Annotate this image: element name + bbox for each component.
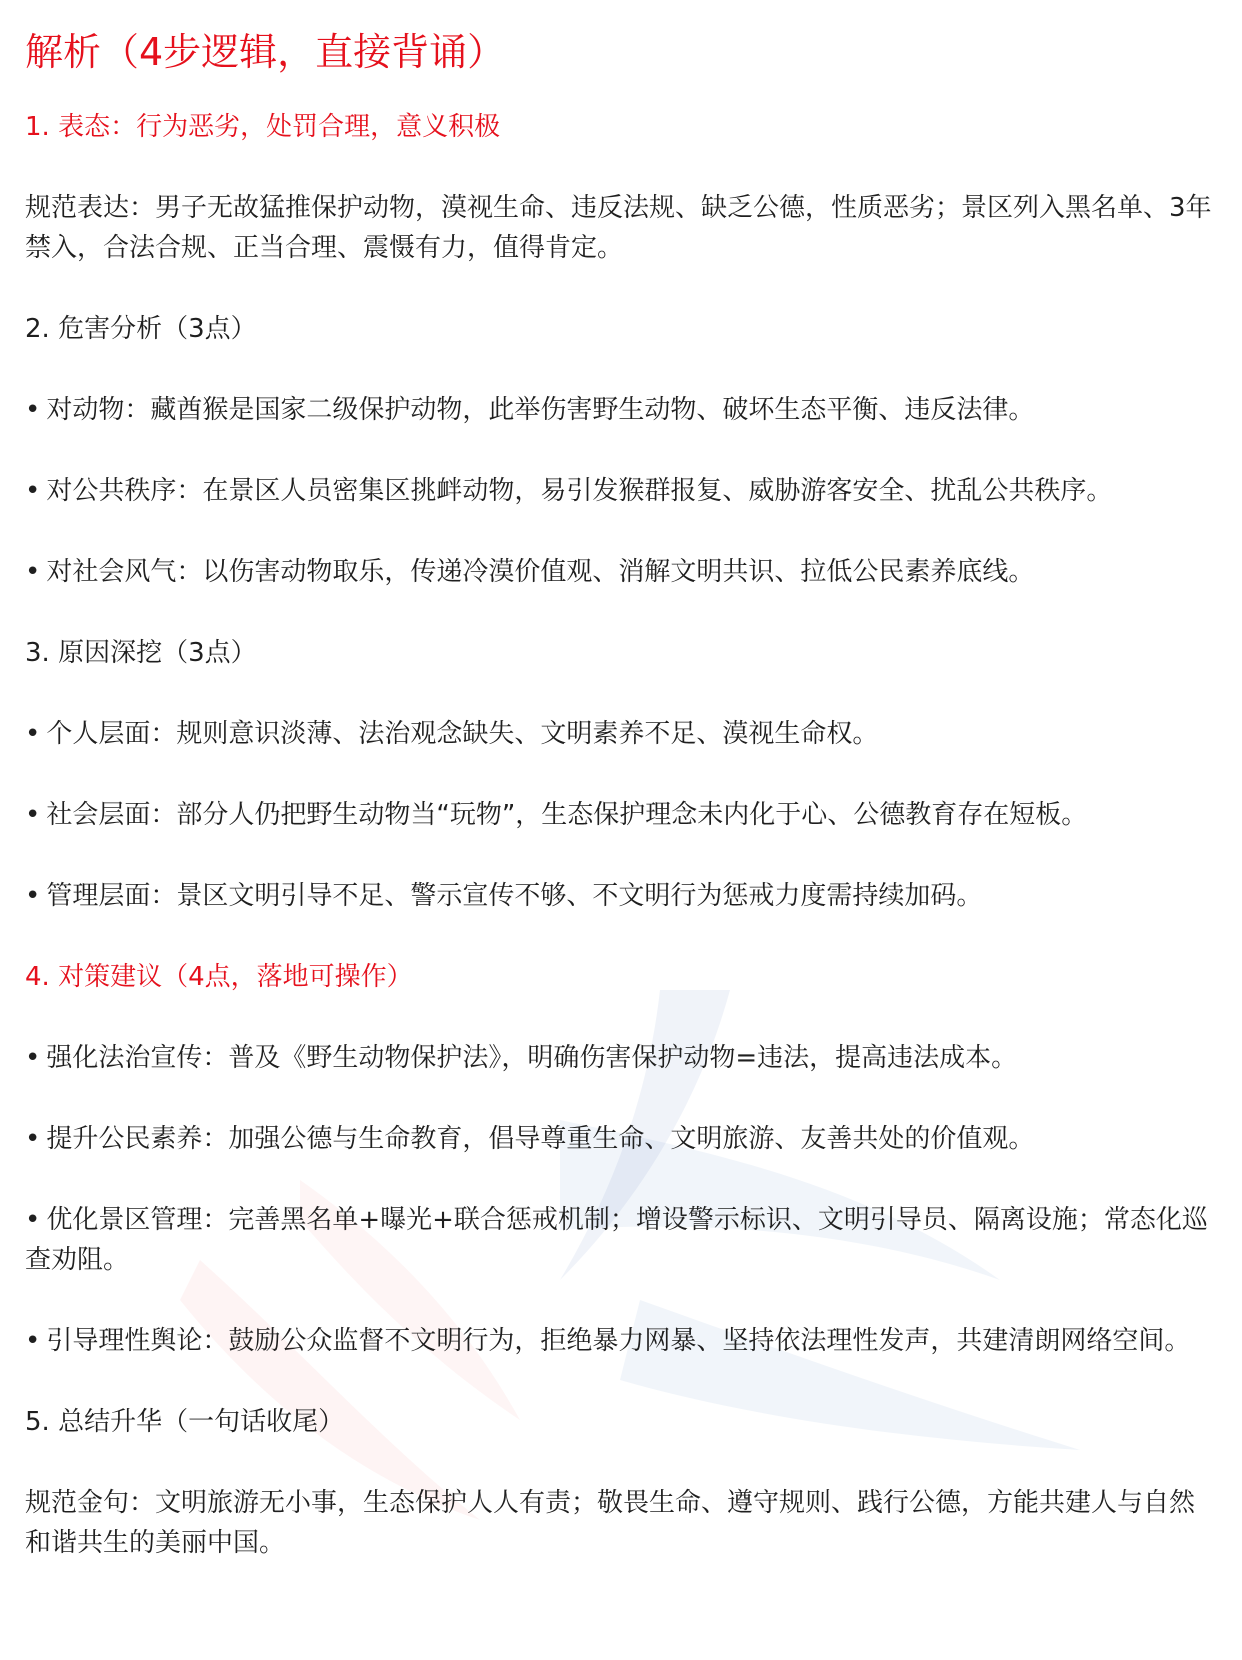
list-item: • 对社会风气：以伤害动物取乐，传递冷漠价值观、消解文明共识、拉低公民素养底线。 bbox=[25, 557, 1035, 587]
section-1 bbox=[25, 107, 1220, 268]
section-2 bbox=[25, 309, 1220, 592]
section-4 bbox=[25, 957, 1220, 1361]
bullet-icon: • bbox=[25, 719, 41, 749]
bullet-icon: • bbox=[25, 800, 41, 830]
list-item: • 个人层面：规则意识淡薄、法治观念缺失、文明素养不足、漠视生命权。 bbox=[25, 719, 879, 749]
list-item: • 管理层面：景区文明引导不足、警示宣传不够、不文明行为惩戒力度需持续加码。 bbox=[25, 881, 983, 911]
list-item: • 对公共秩序：在景区人员密集区挑衅动物，易引发猴群报复、威胁游客安全、扰乱公共秩序。 bbox=[25, 476, 1113, 506]
page-title: 解析（4步逻辑，直接背诵） bbox=[25, 30, 506, 74]
section-5-heading: 5. 总结升华（一句话收尾） bbox=[25, 1407, 345, 1437]
section-1-heading: 1. 表态：行为恶劣，处罚合理，意义积极 bbox=[25, 112, 501, 142]
section-4-heading: 4. 对策建议（4点，落地可操作） bbox=[25, 962, 413, 992]
list-item: • 提升公民素养：加强公德与生命教育，倡导尊重生命、文明旅游、友善共处的价值观。 bbox=[25, 1124, 1035, 1154]
section-5 bbox=[25, 1402, 1220, 1563]
bullet-icon: • bbox=[25, 1205, 41, 1235]
section-5-paragraph: 规范金句：文明旅游无小事，生态保护人人有责；敬畏生命、遵守规则、践行公德，方能共建人与自然和谐共生的美丽中国。 bbox=[25, 1488, 1196, 1558]
list-item: • 强化法治宣传：普及《野生动物保护法》，明确伤害保护动物=违法，提高违法成本。 bbox=[25, 1043, 1018, 1073]
section-2-heading: 2. 危害分析（3点） bbox=[25, 314, 257, 344]
list-item: • 优化景区管理：完善黑名单+曝光+联合惩戒机制；增设警示标识、文明引导员、隔离设施；常态化巡查劝阻。 bbox=[25, 1205, 1208, 1275]
list-item: • 社会层面：部分人仍把野生动物当“玩物”，生态保护理念未内化于心、公德教育存在短板。 bbox=[25, 800, 1088, 830]
list-item: • 引导理性舆论：鼓励公众监督不文明行为，拒绝暴力网暴、坚持依法理性发声，共建清朗网络空间。 bbox=[25, 1326, 1191, 1356]
bullet-icon: • bbox=[25, 395, 41, 425]
bullet-icon: • bbox=[25, 1326, 41, 1356]
document-body bbox=[25, 30, 1220, 1563]
section-1-paragraph: 规范表达：男子无故猛推保护动物，漠视生命、违反法规、缺乏公德，性质恶劣；景区列入黑名单、3年禁入，合法合规、正当合理、震慑有力，值得肯定。 bbox=[25, 193, 1212, 263]
list-item: • 对动物：藏酋猴是国家二级保护动物，此举伤害野生动物、破坏生态平衡、违反法律。 bbox=[25, 395, 1035, 425]
bullet-icon: • bbox=[25, 881, 41, 911]
bullet-icon: • bbox=[25, 1043, 41, 1073]
bullet-icon: • bbox=[25, 557, 41, 587]
section-3-heading: 3. 原因深挖（3点） bbox=[25, 638, 257, 668]
bullet-icon: • bbox=[25, 1124, 41, 1154]
bullet-icon: • bbox=[25, 476, 41, 506]
section-3 bbox=[25, 633, 1220, 916]
